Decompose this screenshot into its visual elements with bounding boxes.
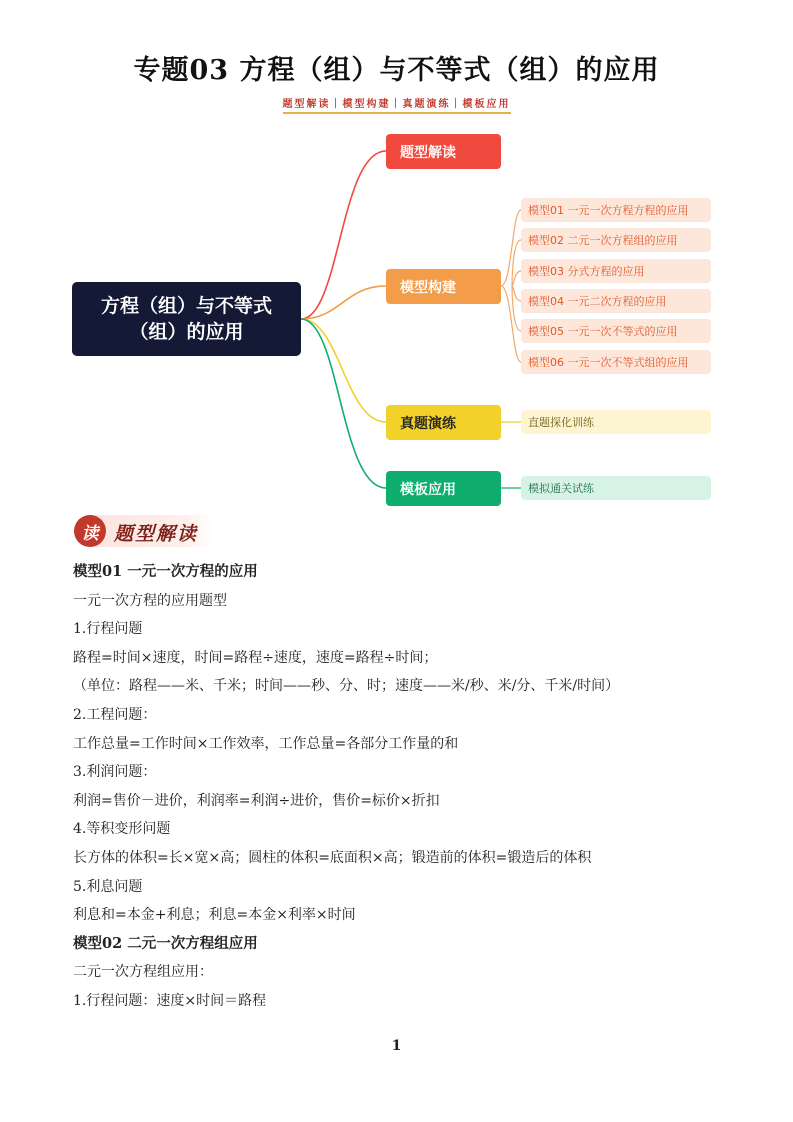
connector-template [301, 319, 386, 488]
section-badge [74, 515, 214, 547]
content-line: 1.行程问题 [73, 621, 143, 638]
page-number: 1 [391, 1038, 402, 1054]
branch-reading[interactable]: 题型解读 [386, 134, 501, 169]
content-body [73, 558, 723, 1016]
mindmap-root: 方程（组）与不等式（组）的应用 [72, 282, 301, 356]
leaf-model-06[interactable]: 模型06 一元一次不等式组的应用 [521, 350, 711, 374]
connector-model-bracket [501, 210, 521, 362]
reading-icon: 读 [74, 515, 106, 547]
leaf-model-05[interactable]: 模型05 一元一次不等式的应用 [521, 319, 711, 343]
leaf-model-01[interactable]: 模型01 一元一次方程方程的应用 [521, 198, 711, 222]
subtitle-text: 题型解读｜模型构建｜真题演练｜模板应用 [283, 99, 511, 114]
leaf-practice[interactable]: 直题探化训练 [521, 410, 711, 434]
content-line: 工作总量=工作时间×工作效率，工作总量=各部分工作量的和 [73, 735, 459, 752]
content-line: 二元一次方程组应用： [73, 964, 213, 981]
leaf-model-04[interactable]: 模型04 一元二次方程的应用 [521, 289, 711, 313]
content-line: 路程=时间×速度，时间=路程÷速度，速度=路程÷时间； [73, 649, 438, 666]
branch-practice[interactable]: 真题演练 [386, 405, 501, 440]
content-line: 一元一次方程的应用题型 [73, 592, 227, 609]
connector-model [301, 286, 386, 319]
leaf-template[interactable]: 模拟通关试练 [521, 476, 711, 500]
branch-template[interactable]: 模板应用 [386, 471, 501, 506]
content-line: 2.工程问题： [73, 706, 157, 723]
content-line: 利息和=本金+利息；利息=本金×利率×时间 [73, 907, 356, 924]
content-line: （单位：路程——米、千米；时间——秒、分、时；速度——米/秒、米/分、千米/时间） [73, 678, 620, 695]
content-line: 模型02 二元一次方程组应用 [73, 934, 258, 952]
section-badge-label: 题型解读 [114, 523, 199, 545]
leaf-model-02[interactable]: 模型02 二元一次方程组的应用 [521, 228, 711, 252]
content-line: 3.利润问题： [73, 764, 157, 781]
connector-reading [301, 151, 386, 319]
page-title: 专题03 方程（组）与不等式（组）的应用 [133, 55, 660, 86]
content-line: 4.等积变形问题 [73, 821, 171, 838]
connector-practice [301, 319, 386, 422]
content-line: 模型01 一元一次方程的应用 [73, 563, 258, 580]
content-line: 5.利息问题 [73, 878, 143, 895]
branch-model[interactable]: 模型构建 [386, 269, 501, 304]
content-line: 1.行程问题：速度×时间＝路程 [73, 992, 267, 1009]
content-line: 长方体的体积=长×宽×高；圆柱的体积=底面积×高；锻造前的体积=锻造后的体积 [73, 849, 592, 866]
content-line: 利润=售价－进价，利润率=利润÷进价，售价=标价×折扣 [73, 792, 440, 809]
leaf-model-03[interactable]: 模型03 分式方程的应用 [521, 259, 711, 283]
